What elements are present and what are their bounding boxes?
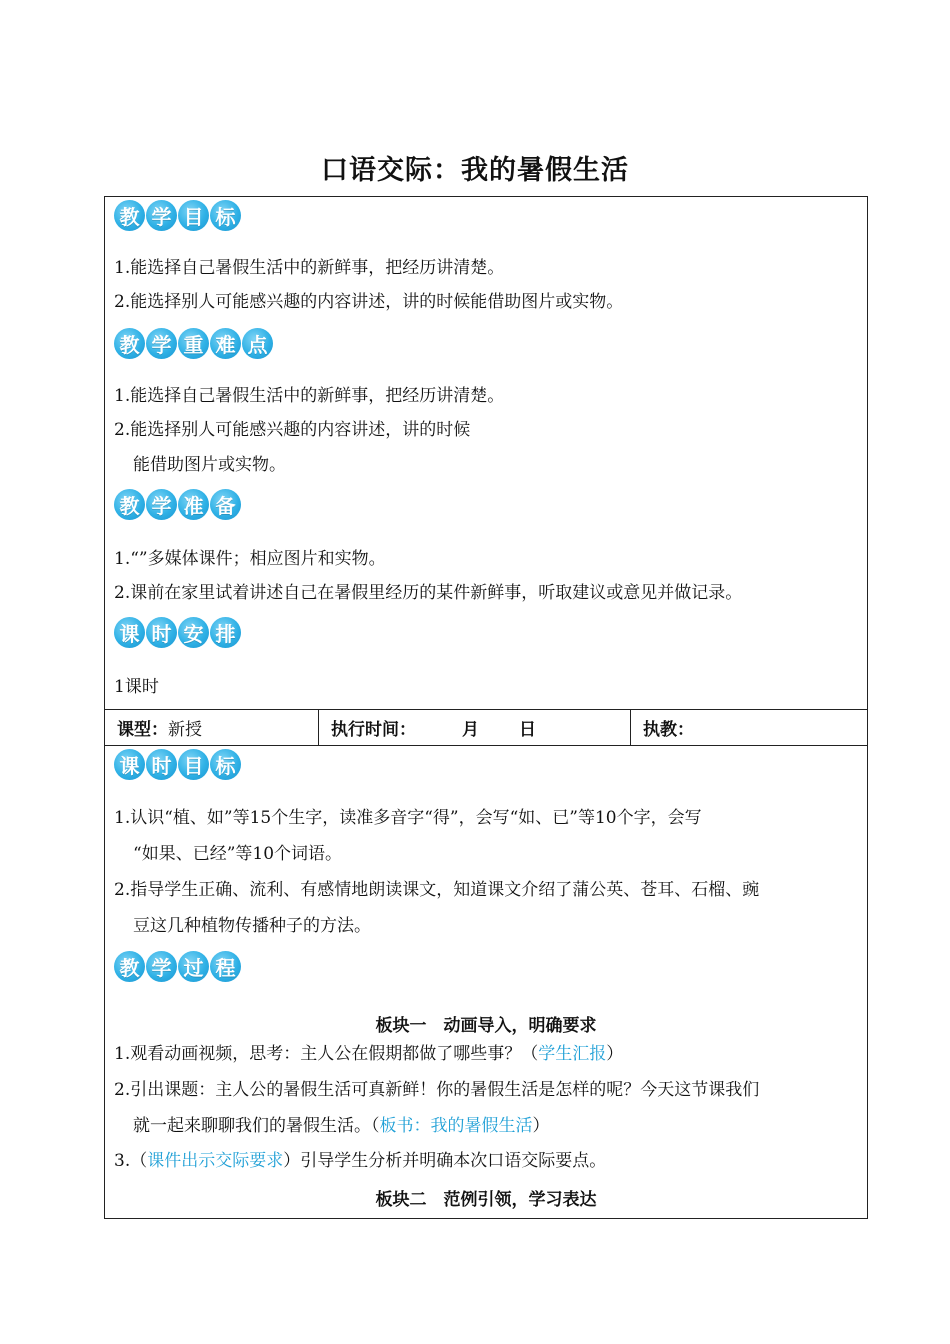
step-text: ） [532, 1116, 550, 1136]
heading-char: 学 [146, 328, 177, 359]
step-text: ）引导学生分析并明确本次口语交际要点。 [283, 1151, 607, 1171]
goal-line: 1.能选择自己暑假生活中的新鲜事，把经历讲清楚。 [114, 258, 505, 278]
heading-char: 目 [178, 200, 209, 231]
heading-char: 标 [210, 200, 241, 231]
step-line-2: 2.引出课题：主人公的暑假生活可真新鲜！你的暑假生活是怎样的呢？今天这节课我们 [114, 1080, 760, 1100]
day-label: 日 [519, 720, 536, 740]
schedule-text: 1课时 [114, 677, 159, 697]
heading-char: 学 [146, 951, 177, 982]
teacher-label: 执教： [643, 720, 694, 740]
heading-char: 重 [178, 328, 209, 359]
heading-char: 目 [178, 749, 209, 780]
heading-preparation [114, 489, 242, 520]
prep-line: 2.课前在家里试着讲述自己在暑假里经历的某件新鲜事，听取建议或意见并做记录。 [114, 583, 743, 603]
lesson-type-label: 课型： [117, 720, 168, 740]
section-heading-2: 板块二 范例引领，学习表达 [375, 1190, 597, 1210]
heading-key-points [114, 328, 274, 359]
heading-char: 安 [178, 617, 209, 648]
lesson-goal-line: 1.认识“植、如”等15个生字，读准多音字“得”，会写“如、已”等10个字，会写 [114, 808, 702, 828]
step-text: 1.观看动画视频，思考：主人公在假期都做了哪些事？（ [114, 1044, 539, 1064]
teacher-cell [630, 710, 867, 745]
step-highlight: 学生汇报 [538, 1044, 607, 1064]
section-heading-1: 板块一 动画导入，明确要求 [375, 1016, 597, 1036]
heading-char: 过 [178, 951, 209, 982]
heading-char: 学 [146, 200, 177, 231]
heading-char: 学 [146, 489, 177, 520]
keypoint-line: 2.能选择别人可能感兴趣的内容讲述，讲的时候 [114, 420, 471, 440]
step-line-1 [114, 1044, 623, 1064]
heading-char: 标 [210, 749, 241, 780]
heading-char: 课 [114, 749, 145, 780]
heading-char: 课 [114, 617, 145, 648]
heading-char: 程 [210, 951, 241, 982]
prep-line: 1.“”多媒体课件；相应图片和实物。 [114, 549, 386, 569]
heading-char: 排 [210, 617, 241, 648]
heading-process [114, 951, 242, 982]
heading-char: 点 [242, 328, 273, 359]
month-label: 月 [462, 720, 479, 740]
step-line-2-cont [133, 1116, 550, 1136]
goal-line: 2.能选择别人可能感兴趣的内容讲述，讲的时候能借助图片或实物。 [114, 292, 624, 312]
execution-time-cell [318, 710, 630, 745]
lesson-type-value: 新授 [168, 720, 202, 740]
step-text: 就一起来聊聊我们的暑假生活。（ [133, 1116, 380, 1136]
step-line-3 [114, 1151, 606, 1171]
lesson-goal-line: 豆这几种植物传播种子的方法。 [133, 916, 371, 936]
page-title: 口语交际：我的暑假生活 [321, 155, 629, 186]
heading-char: 教 [114, 951, 145, 982]
heading-char: 难 [210, 328, 241, 359]
step-highlight: 板书：我的暑假生活 [379, 1116, 533, 1136]
lesson-goal-line: 2.指导学生正确、流利、有感情地朗读课文，知道课文介绍了蒲公英、苍耳、石榴、豌 [114, 880, 760, 900]
lesson-type-cell [105, 710, 318, 745]
lesson-info-bar [104, 709, 868, 746]
step-text: 3.（ [114, 1151, 148, 1171]
step-text: ） [606, 1044, 624, 1064]
keypoint-line: 1.能选择自己暑假生活中的新鲜事，把经历讲清楚。 [114, 386, 505, 406]
heading-char: 时 [146, 617, 177, 648]
execution-time-label: 执行时间： [331, 720, 416, 740]
heading-char: 教 [114, 489, 145, 520]
step-highlight: 课件出示交际要求 [147, 1151, 284, 1171]
heading-char: 备 [210, 489, 241, 520]
heading-char: 教 [114, 328, 145, 359]
lesson-goal-line: “如果、已经”等10个词语。 [133, 844, 343, 864]
heading-teaching-goals [114, 200, 242, 231]
heading-char: 时 [146, 749, 177, 780]
heading-char: 教 [114, 200, 145, 231]
heading-lesson-goals [114, 749, 242, 780]
heading-char: 准 [178, 489, 209, 520]
keypoint-line: 能借助图片或实物。 [133, 455, 286, 475]
heading-schedule [114, 617, 242, 648]
